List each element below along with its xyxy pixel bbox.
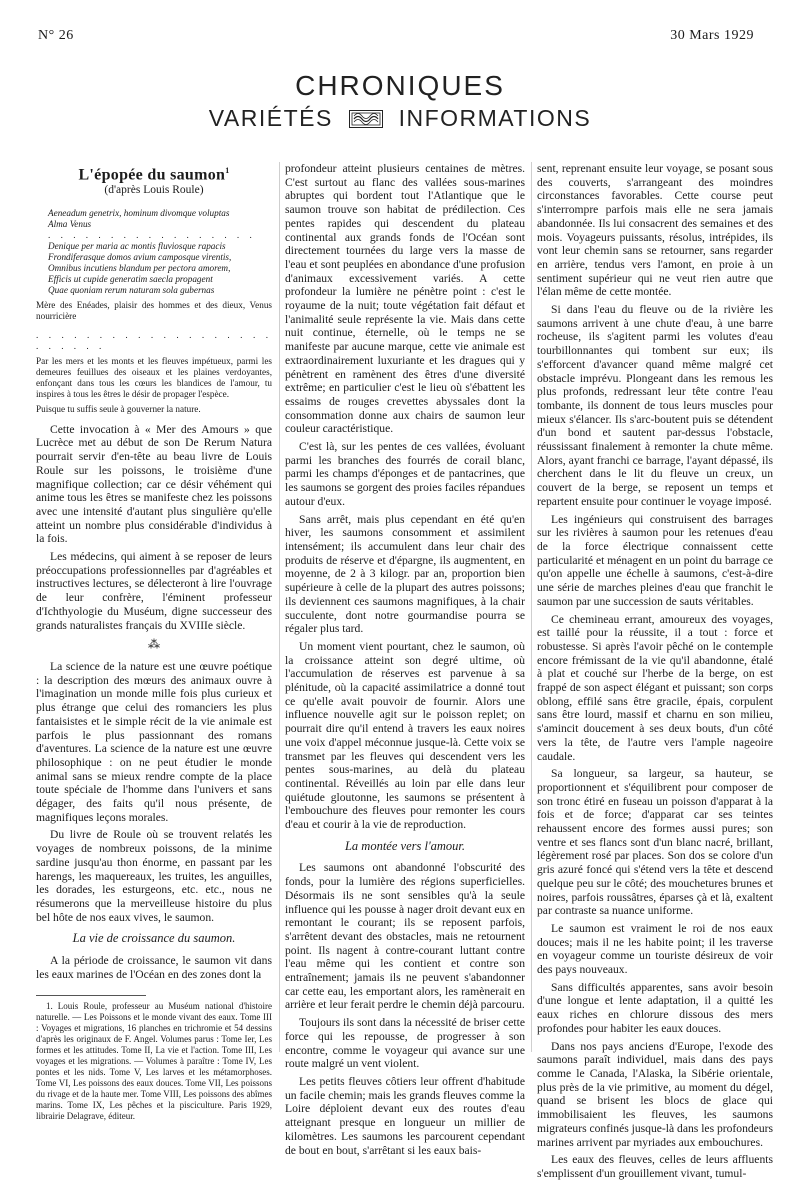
footnote-mark: 1 — [225, 166, 230, 175]
paragraph: Les eaux des fleuves, celles de leurs affluents s'emplissent d'un grouillement vivant, tumul- — [537, 1153, 773, 1180]
paragraph: Sans arrêt, mais plus cependant en été qu'en hiver, les saumons consomment et assimilent intensément; ils accumulent dans leur chair des produits de réserve et d'épargne, ils augmentent, en moyenne, de 2 à 3 kilogr. par an, proportion bien supérieure à celle de la plupart des autres poissons; ils deviennent ces saumons magnifiques, à la chair succulente, dont notre gourmandise pourra se régaler plus tard. — [285, 512, 525, 636]
latin-verse: Aeneadum genetrix, hominum divomque voluptas — [48, 207, 230, 218]
paragraph: Si dans l'eau du fleuve ou de la rivière les saumons arrivent à une chute d'eau, à une barre rocheuse, ils s'agitent parmi les volutes d'eau tourbillonnantes qui tombent sur eux; ils s'efforcent d'avancer quand même malgré cet obstacle imprévu. Plongeant dans les remous les plus profonds, redressant leur tête contre l'eau tombante, ils donnent de tous leurs muscles pour mieux s'élancer. Ils s'arc-boutent puis se détendent d'un bond et sautent par-dessus l'obstacle, réussissant finalement à remonter la chute même. Alors, ayant franchi ce barrage, l'ayant dépassé, ils cherchent dans le lit du fleuve un creux, un couvert de la berge, se reposent un temps et repartent ensuite pour continuer le voyage imposé. — [537, 303, 773, 508]
paragraph: profondeur atteint plusieurs centaines de mètres. C'est surtout au flanc des vallées sous-marines abruptes qui bordent tout l'Atlantique que le saumon trouve son habitat de prédilection. Ces pentes rapides qui descendent du plateau continental aux grands fonds de l'Océan sont directement tournées du large vers la masse de l'eau et sont peuplées en abondance d'une profusion d'animaux excessivement variés. A cette profondeur la lumière ne pénètre point : c'est le royaume de la nuit; toute végétation fait défaut et l'animalité seule représente la vie. Mais dans cette nuit continue, éternelle, où le temps ne se manifeste par aucune marque, cette vie animale est extraordinairement luxuriante et les dragues qui y pénètrent en ramènent des êtres d'une diversité extrême; en particulier c'est le lieu où s'ébattent les essaims de rouges crevettes abyssales dont la consommation donne aux chairs de saumon leur couleur caractéristique. — [285, 162, 525, 436]
column-2 — [285, 162, 525, 1157]
masthead-subtitle — [0, 104, 800, 134]
column-rule — [279, 162, 280, 1052]
masthead-word-right: INFORMATIONS — [398, 105, 592, 131]
paragraph: Le saumon est vraiment le roi de nos eaux douces; mais il ne les habite point; il les traverse en voyageur comme un touriste désireux de voir des pays nouveaux. — [537, 921, 773, 977]
verse-translation: Mère des Enéades, plaisir des hommes et des dieux, Venus nourricière — [36, 299, 272, 321]
column-3 — [537, 162, 773, 1180]
section-heading: La vie de croissance du saumon. — [72, 931, 236, 946]
paragraph: A la période de croissance, le saumon vit dans les eaux marines de l'Océan en des zones dont la — [36, 954, 272, 981]
latin-verse: Efficis ut cupide generatim saecla propagent — [48, 273, 213, 284]
issue-date: 30 Mars 1929 — [670, 28, 754, 43]
decorative-vignette-icon — [349, 106, 383, 134]
paragraph: Sans difficultés apparentes, sans avoir besoin d'une longue et lente adaptation, il a quitté les eaux riches en chlorure dissous des mers profondes pour habiter les eaux douces. — [537, 980, 773, 1035]
issue-number: N° 26 — [38, 28, 74, 43]
paragraph: Un moment vient pourtant, chez le saumon, où la croissance atteint son degré ultime, où l'accumulation de réserves est parvenue à sa plénitude, où la capacité assimilatrice a donné tout ce qu'elle avait pouvoir de fournir. Alors une influence nouvelle agit sur le poisson replet; on pourrait dire qu'il entend à travers les eaux noires une voix d'appel méconnue jusque-là. Cette voix se transmet par les fleuves qui descendent vers les pentes sous-marines, au delà du plateau continental. Réveillés au loin par elle dans leur quiétude gloutonne, les saumons se présentent à l'embouchure des fleuves pour remonter les cours d'eau et courir à la vie de reproduction. — [285, 639, 525, 832]
latin-verse: Omnibus incutiens blandum per pectora amorem, — [48, 262, 231, 273]
paragraph: Ce chemineau errant, amoureux des voyages, est taillé pour la réussite, il a tout : force et robustesse. Si après l'avoir pêché on le contemple encore frémissant de la vie qu'il abandonne, étalé à plat et couché sur l'herbe de la berge, on est frappé de son aspect élégant et puissant; son corps oblong, effilé sans être gracile, épais, corpulent sans être lourd, massif et charnu en son milieu, s'amincit doucement à ses deux bouts, d'un côté vers la tête, de l'autre vers l'ample nageoire caudale. — [537, 612, 773, 763]
paragraph: Les saumons ont abandonné l'obscurité des fonds, pour la lumière des régions superficielles. Désormais ils ne sont sensibles qu'à la seule influence qui les pousse à nager droit devant eux en remontant le courant; ils se reposent parfois, s'arrêtent devant des obstacles, mais ne retournent point. Ils nagent à contre-courant luttant contre l'eau même qui les contient et contre son entraînement; jamais ils ne peuvent s'abandonner car cette eau, les emportant alors, les ramènerait en arrière et leur ferait perdre le chemin déjà parcouru. — [285, 861, 525, 1012]
footnote-rule — [36, 995, 146, 996]
ellipsis-line: . . . . . . . . . . . . . . . . . — [48, 229, 256, 240]
paragraph: C'est là, sur les pentes de ces vallées, évoluant parmi les branches des fourrés de corail blanc, parmi les champs d'éponges et de pantacrines, que les saumons se gorgent des proies faciles répandues autour d'eux. — [285, 440, 525, 508]
paragraph: Cette invocation à « Mer des Amours » que Lucrèce met au début de son De Rerum Natura pourrait servir d'en-tête au beau livre de Louis Roule sur les poissons, le troisième d'une magnifique collection; car ce désir véhément qui anime tous les êtres se manifeste chez les poissons avec une intensité d'autant plus singulière qu'elle atteint un nombre plus considérable d'individus à la fois. — [36, 422, 272, 546]
paragraph: Du livre de Roule où se trouvent relatés les voyages de nombreux poissons, de la minime sardine jusqu'au thon énorme, en passant par les harengs, les maquereaux, les truites, les anguilles, les dorades, les esturgeons, etc. etc., nous ne résumerons que la merveilleuse histoire du plus bel hôte de nos eaux vives, le saumon. — [36, 828, 272, 924]
latin-verse: Alma Venus — [48, 218, 92, 229]
column-1 — [36, 162, 272, 1122]
footnote: 1. Louis Roule, professeur au Muséum national d'histoire naturelle. — Les Poissons et le monde vivant des eaux. Tome III : Voyages et migrations, 16 planches en trichromie et 54 dessins d'après les originaux de F. Angel. Volumes parus : Tome Ier, Les formes et les attitudes. Tome II, La vie et l'action. Tome III, Les voyages et les migrations. — Volumes à paraître : Tome IV, Les pontes et les nids. Tome V, Les larves et les métamorphoses. Tome VI, Les poissons des eaux douces. Tome VII, Les poissons du rivage et de la haute mer. Tome VIII, Les poissons des abîmes marins. Tome IX, Les pêches et la pisciculture. Paris 1929, librairie Delagrave, éditeur. — [36, 1001, 272, 1122]
paragraph: Les médecins, qui aiment à se reposer de leurs préoccupations professionnelles par d'agréables et instructives lectures, se délecteront à lire l'ouvrage de leur confrère, l'éminent professeur d'Ichthyologie du Muséum, digne successeur des grands naturalistes français du XVIIIe siècle. — [36, 550, 272, 632]
masthead-word-left: VARIÉTÉS — [208, 105, 333, 131]
latin-verse: Frondiferasque domos avium camposque virentis, — [48, 251, 232, 262]
paragraph: Les ingénieurs qui construisent des barrages sur les rivières à saumon pour les retenues d'eau de la force électrique connaissent cette particularité et ménagent en un point du barrage ce qu'on appelle une échelle à saumons, c'est-à-dire une série de marches pleines d'eau que franchit le saumon par une succession de sauts véritables. — [537, 512, 773, 608]
paragraph: Sa longueur, sa largeur, sa hauteur, se proportionnent et s'équilibrent pour composer de son tronc étiré en fuseau un poisson d'apparat à la fois et de force; d'apparat car ses teintes rehaussent encore des formes aussi pures; son ventre et ses flancs sont d'un blanc nacré, brillant, légèrement rosé par places. Son dos se colore d'un gris azuré foncé qui s'étend vers la tête et descend quelque peu sur le côté; des mouchetures brunes et noires, parfois roussâtres, éparses çà et là, exaltent par contraste sa nuance uniforme. — [537, 767, 773, 918]
masthead-title: CHRONIQUES — [295, 70, 505, 101]
paragraph: Toujours ils sont dans la nécessité de briser cette force qui les repousse, de progresser à son encontre, comme le voyageur qui avance sur une route malgré un vent violent. — [285, 1016, 525, 1071]
verse-translation: Puisque tu suffis seule à gouverner la nature. — [36, 403, 201, 414]
article-byline: (d'après Louis Roule) — [104, 184, 204, 197]
column-rule — [531, 162, 532, 1052]
section-heading: La montée vers l'amour. — [344, 838, 466, 853]
masthead — [0, 70, 800, 134]
paragraph: Dans nos pays anciens d'Europe, l'exode des saumons paraît individuel, mais dans des pays comme le Canada, l'Alaska, la Sibérie orientale, plus près de la vie primitive, au moment du dégel, quand se brisent les blocs de glace qui immobilisaient les fleuves, les saumons migrateurs confinés jusque-là dans les profondeurs marines arrivent par myriades aux embouchures. — [537, 1039, 773, 1149]
latin-verse: Denique per maria ac montis fluviosque rapacis — [48, 240, 226, 251]
verse-translation: Par les mers et les monts et les fleuves impétueux, parmi les demeures feuillues des oiseaux et les plaines verdoyantes, enfonçant dans tous les cœurs les blandices de l'amour, tu inspires à tous les êtres le désir de propager l'espèce. — [36, 355, 272, 399]
asterism: ⁂ — [148, 637, 160, 652]
paragraph: sent, reprenant ensuite leur voyage, se posant sous des couverts, s'arrangeant des moindres circonstances favorables. Cette course peut s'interrompre parfois mais elle ne sera jamais abandonnée. Ils lui consacrent des semaines et des mois. Voyageurs puissants, résolus, intrépides, ils vont leur chemin sans se retourner, sans regarder en arrière, tendus vers l'amont, en proie à un sentiment supérieur qui ne veut rien autre que l'élan même de cette montée. — [537, 162, 773, 299]
latin-verse: Quae quoniam rerum naturam sola gubernas — [48, 284, 215, 295]
article-title: L'épopée du saumon$^1$ — [78, 166, 230, 184]
paragraph: La science de la nature est une œuvre poétique : la description des mœurs des animaux ouvre à l'imagination un monde mille fois plus curieux et plus étrange que celui des romanciers les plus fantaisistes et le simple récit de la vie animale est parfois le plus passionnant des romans d'aventures. La science de la nature est une œuvre philosophique : on ne peut étudier le monde animal sans se mieux rendre compte de la place toute spéciale de l'homme dans l'univers et sans dégager, des faits qu'il nous présente, de magnifiques leçons morales. — [36, 659, 272, 824]
ellipsis-line: . . . . . . . . . . . . . . . . . . . . . . . . . — [36, 329, 272, 351]
paragraph: Les petits fleuves côtiers leur offrent d'habitude un facile chemin; mais les grands fleuves comme la Loire déploient devant eux des routes d'eau atteignant presque en longueur un millier de kilomètres. Les saumons les parcourent cependant de bout en bout, s'arrêtant si les eaux bais- — [285, 1075, 525, 1157]
